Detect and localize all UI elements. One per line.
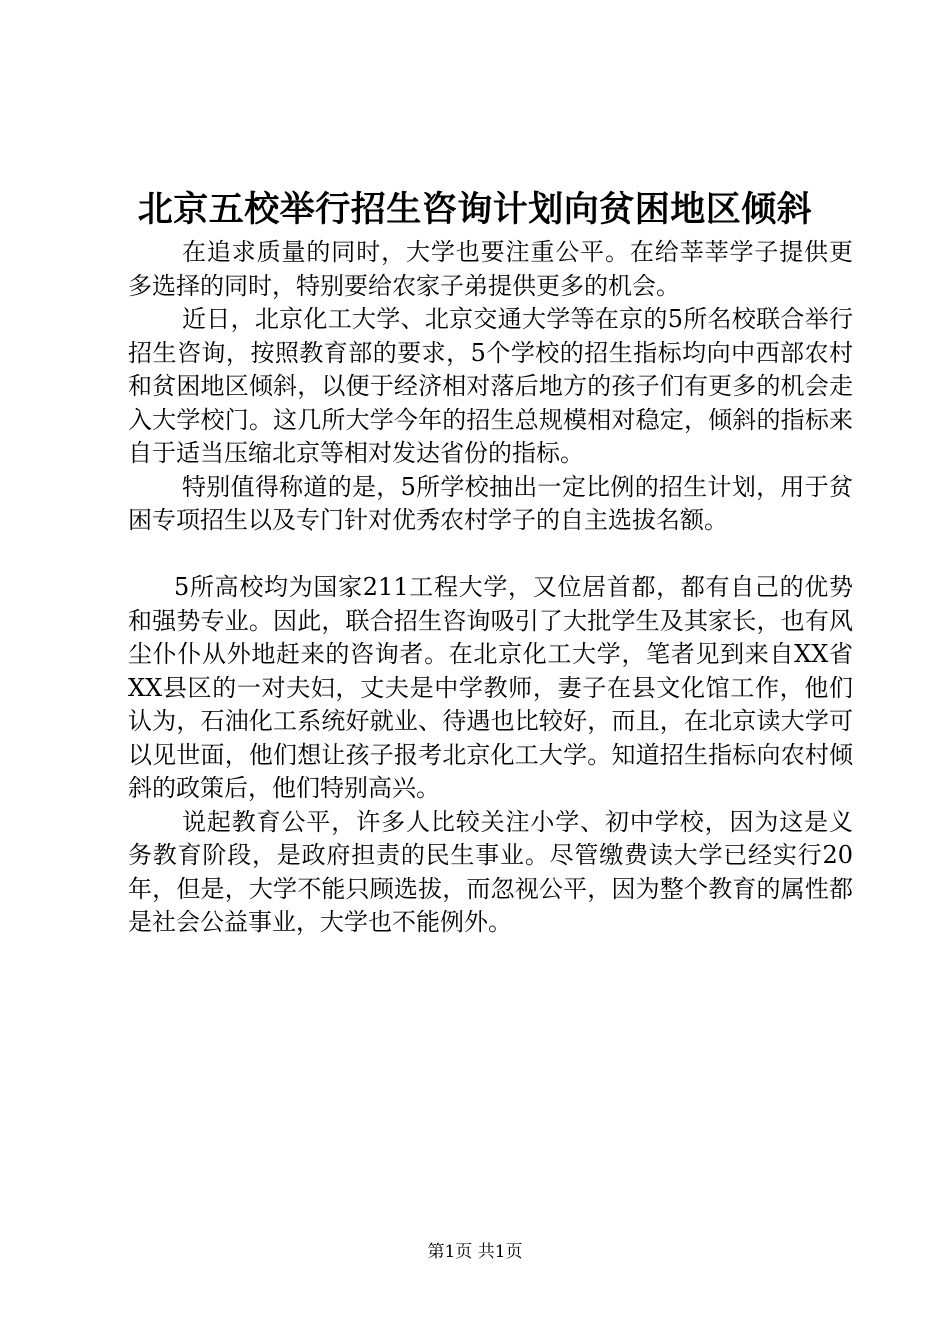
page-number-footer: 第1页 共1页 <box>427 1242 523 1262</box>
paragraph-1: 在追求质量的同时，大学也要注重公平。在给莘莘学子提供更多选择的同时，特别要给农家子弟提供更多的机会。 <box>128 238 853 300</box>
paragraph-2: 近日，北京化工大学、北京交通大学等在京的5所名校联合举行招生咨询，按照教育部的要求，5个学校的招生指标均向中西部农村和贫困地区倾斜，以便于经济相对落后地方的孩子们有更多的机会走入大学校门。这几所大学今年的招生总规模相对稳定，倾斜的指标来自于适当压缩北京等相对发达省份的指标。 <box>128 305 853 467</box>
paragraph-spacer <box>128 538 853 572</box>
document-body <box>128 236 853 940</box>
document-title: 北京五校举行招生咨询计划向贫困地区倾斜 <box>137 189 813 230</box>
paragraph-5: 说起教育公平，许多人比较关注小学、初中学校，因为这是义务教育阶段，是政府担责的民生事业。尽管缴费读大学已经实行20年，但是，大学不能只顾选拔，而忽视公平，因为整个教育的属性都是社会公益事业，大学也不能例外。 <box>128 807 853 936</box>
paragraph-4: 5所高校均为国家211工程大学，又位居首都，都有自己的优势和强势专业。因此，联合招生咨询吸引了大批学生及其家长，也有风尘仆仆从外地赶来的咨询者。在北京化工大学，笔者见到来自XX省XX县区的一对夫妇，丈夫是中学教师，妻子在县文化馆工作，他们认为，石油化工系统好就业、待遇也比较好，而且，在北京读大学可以见世面，他们想让孩子报考北京化工大学。知道招生指标向农村倾斜的政策后，他们特别高兴。 <box>128 573 853 802</box>
paragraph-3: 特别值得称道的是，5所学校抽出一定比例的招生计划，用于贫困专项招生以及专门针对优秀农村学子的自主选拔名额。 <box>128 472 853 534</box>
